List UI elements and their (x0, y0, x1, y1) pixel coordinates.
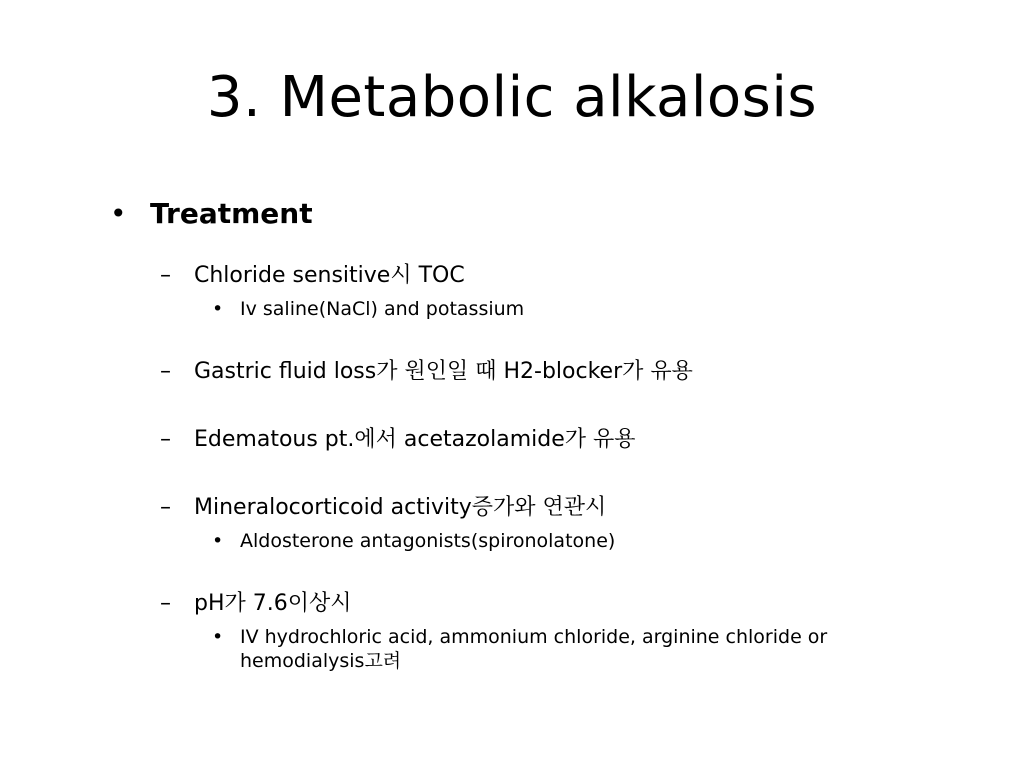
sub-item-text: Gastric fluid loss가 원인일 때 H2-blocker가 유용 (194, 359, 693, 384)
sub-item-text: pH가 7.6이상시 (194, 591, 352, 616)
sub-item-text: Chloride sensitive시 TOC (194, 263, 465, 288)
dash-marker: – (160, 263, 171, 288)
dash-marker: – (160, 591, 171, 616)
dot-marker: • (212, 530, 224, 552)
detail-item-text: IV hydrochloric acid, ammonium chloride, arginine chloride or hemodialysis고려 (240, 626, 828, 672)
dash-marker: – (160, 427, 171, 452)
slide-title: 3. Metabolic alkalosis (206, 65, 818, 130)
sub-item-text: Mineralocorticoid activity증가와 연관시 (194, 495, 607, 520)
sub-item-text: Edematous pt.에서 acetazolamide가 유용 (194, 427, 636, 452)
dash-marker: – (160, 495, 171, 520)
dash-marker: – (160, 359, 171, 384)
bullet-marker: • (110, 197, 127, 230)
detail-item-text: Aldosterone antagonists(spironolatone) (240, 530, 616, 552)
detail-item-text: Iv saline(NaCl) and potassium (240, 298, 525, 320)
dot-marker: • (212, 298, 224, 320)
bullet-label: Treatment (150, 197, 313, 230)
dot-marker: • (212, 626, 224, 648)
